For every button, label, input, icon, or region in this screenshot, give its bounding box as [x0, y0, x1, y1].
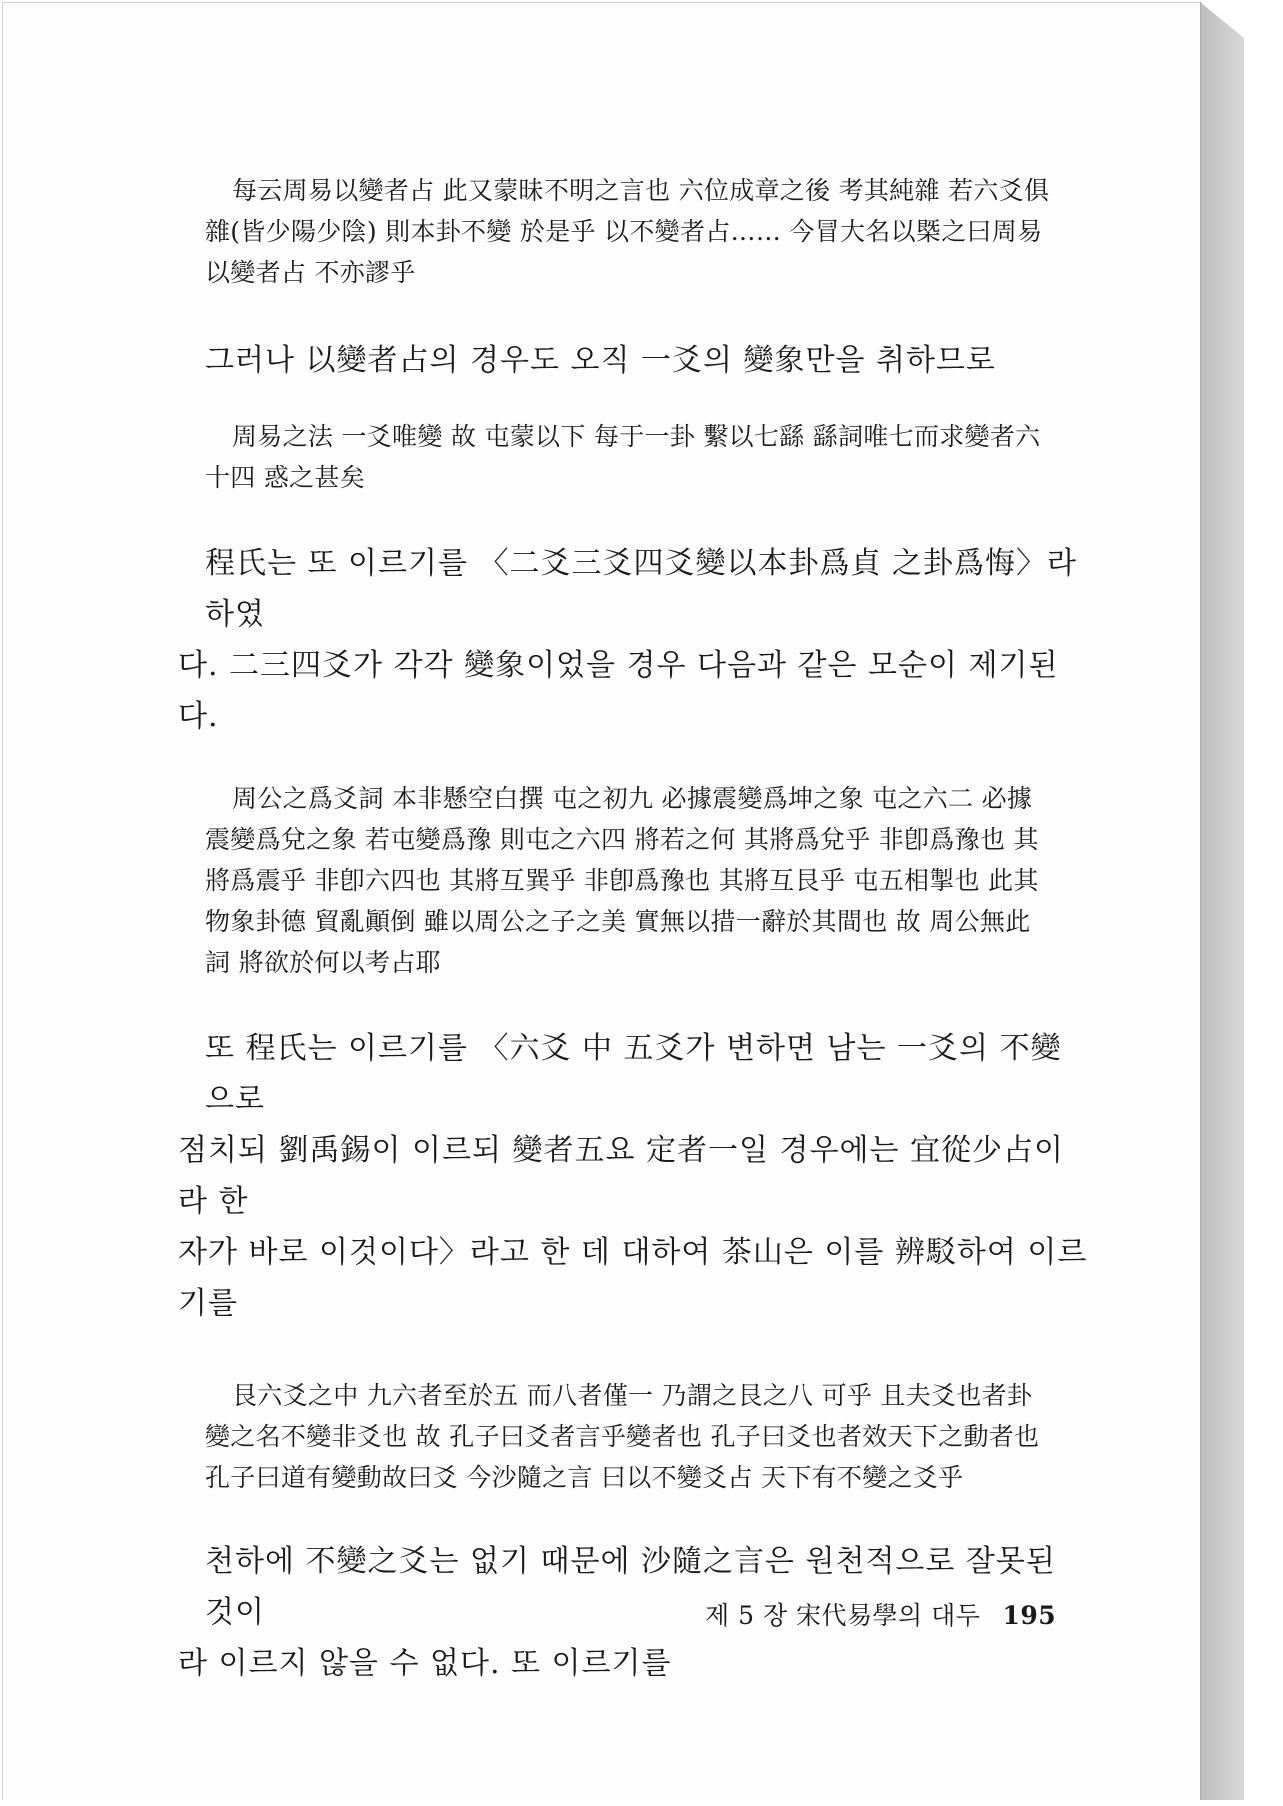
- running-chapter-title: 제 5 장 宋代易學의 대두: [705, 1601, 981, 1630]
- quote-line: 周易之法 一爻唯變 故 屯蒙以下 每于一卦 繫以七繇 繇詞唯七而求變者六: [232, 422, 1041, 451]
- quote-line: 將爲震乎 非卽六四也 其將互巽乎 非卽爲豫也 其將互艮乎 屯五相掣也 此其: [205, 866, 1039, 895]
- page-content: [178, 170, 1088, 1689]
- body-line: 라 이르지 않을 수 없다. 또 이르기를: [178, 1646, 672, 1681]
- quote-block-3: [205, 778, 1085, 983]
- body-line: 그러나 以變者占의 경우도 오직 一爻의 變象만을 취하므로: [205, 343, 996, 378]
- quote-line: 震變爲兌之象 若屯變爲豫 則屯之六四 將若之何 其將爲兌乎 非卽爲豫也 其: [205, 825, 1039, 854]
- quote-line: 物象卦德 貿亂顚倒 雖以周公之子之美 實無以措一辭於其間也 故 周公無此: [205, 907, 1031, 936]
- body-line: 기를: [178, 1286, 238, 1321]
- body-paragraph-2: [178, 538, 1088, 742]
- body-paragraph-1: [178, 335, 1088, 386]
- page-footer: [705, 1596, 1056, 1632]
- body-line: 자가 바로 이것이다〉라고 한 데 대하여 茶山은 이를 辨駁하여 이르: [178, 1235, 1088, 1270]
- quote-line: 每云周易以變者占 此又蒙昧不明之言也 六位成章之後 考其純雜 若六爻俱: [232, 176, 1050, 205]
- body-line: 천하에 不變之爻는 없기 때문에 沙隨之言은 원천적으로 잘못된 것이: [205, 1544, 1056, 1630]
- quote-line: 變之名不變非爻也 故 孔子曰爻者言乎變者也 孔子曰爻也者效天下之動者也: [205, 1422, 1040, 1451]
- body-line: 또 程氏는 이르기를 〈六爻 中 五爻가 변하면 남는 一爻의 不變으로: [205, 1031, 1062, 1117]
- quote-line: 詞 將欲於何以考占耶: [205, 948, 441, 977]
- quote-line: 孔子曰道有變動故曰爻 今沙隨之言 曰以不變爻占 天下有不變之爻乎: [205, 1463, 964, 1492]
- quote-line: 十四 惑之甚矣: [205, 463, 366, 492]
- quote-line: 雜(皆少陽少陰) 則本卦不變 於是乎 以不變者占…… 今冒大名以槩之曰周易: [205, 217, 1043, 246]
- body-paragraph-3: [178, 1023, 1088, 1329]
- quote-block-2: [205, 416, 1085, 498]
- body-line: 점치되 劉禹錫이 이르되 變者五요 定者一일 경우에는 宜從少占이라 한: [178, 1133, 1064, 1219]
- quote-line: 周公之爲爻詞 本非懸空白撰 屯之初九 必據震變爲坤之象 屯之六二 必據: [232, 784, 1033, 813]
- body-line: 다. 二三四爻가 각각 變象이었을 경우 다음과 같은 모순이 제기된다.: [178, 648, 1059, 734]
- page-number: 195: [1002, 1601, 1057, 1630]
- page-edge-shadow: [1200, 2, 1244, 1800]
- quote-block-1: [205, 170, 1085, 293]
- quote-line: 艮六爻之中 九六者至於五 而八者僅一 乃謂之艮之八 可乎 且夫爻也者卦: [232, 1381, 1033, 1410]
- quote-line: 以變者占 不亦謬乎: [205, 258, 416, 287]
- body-line: 程氏는 또 이르기를 〈二爻三爻四爻變以本卦爲貞 之卦爲悔〉라 하였: [205, 546, 1078, 632]
- quote-block-4: [205, 1375, 1085, 1498]
